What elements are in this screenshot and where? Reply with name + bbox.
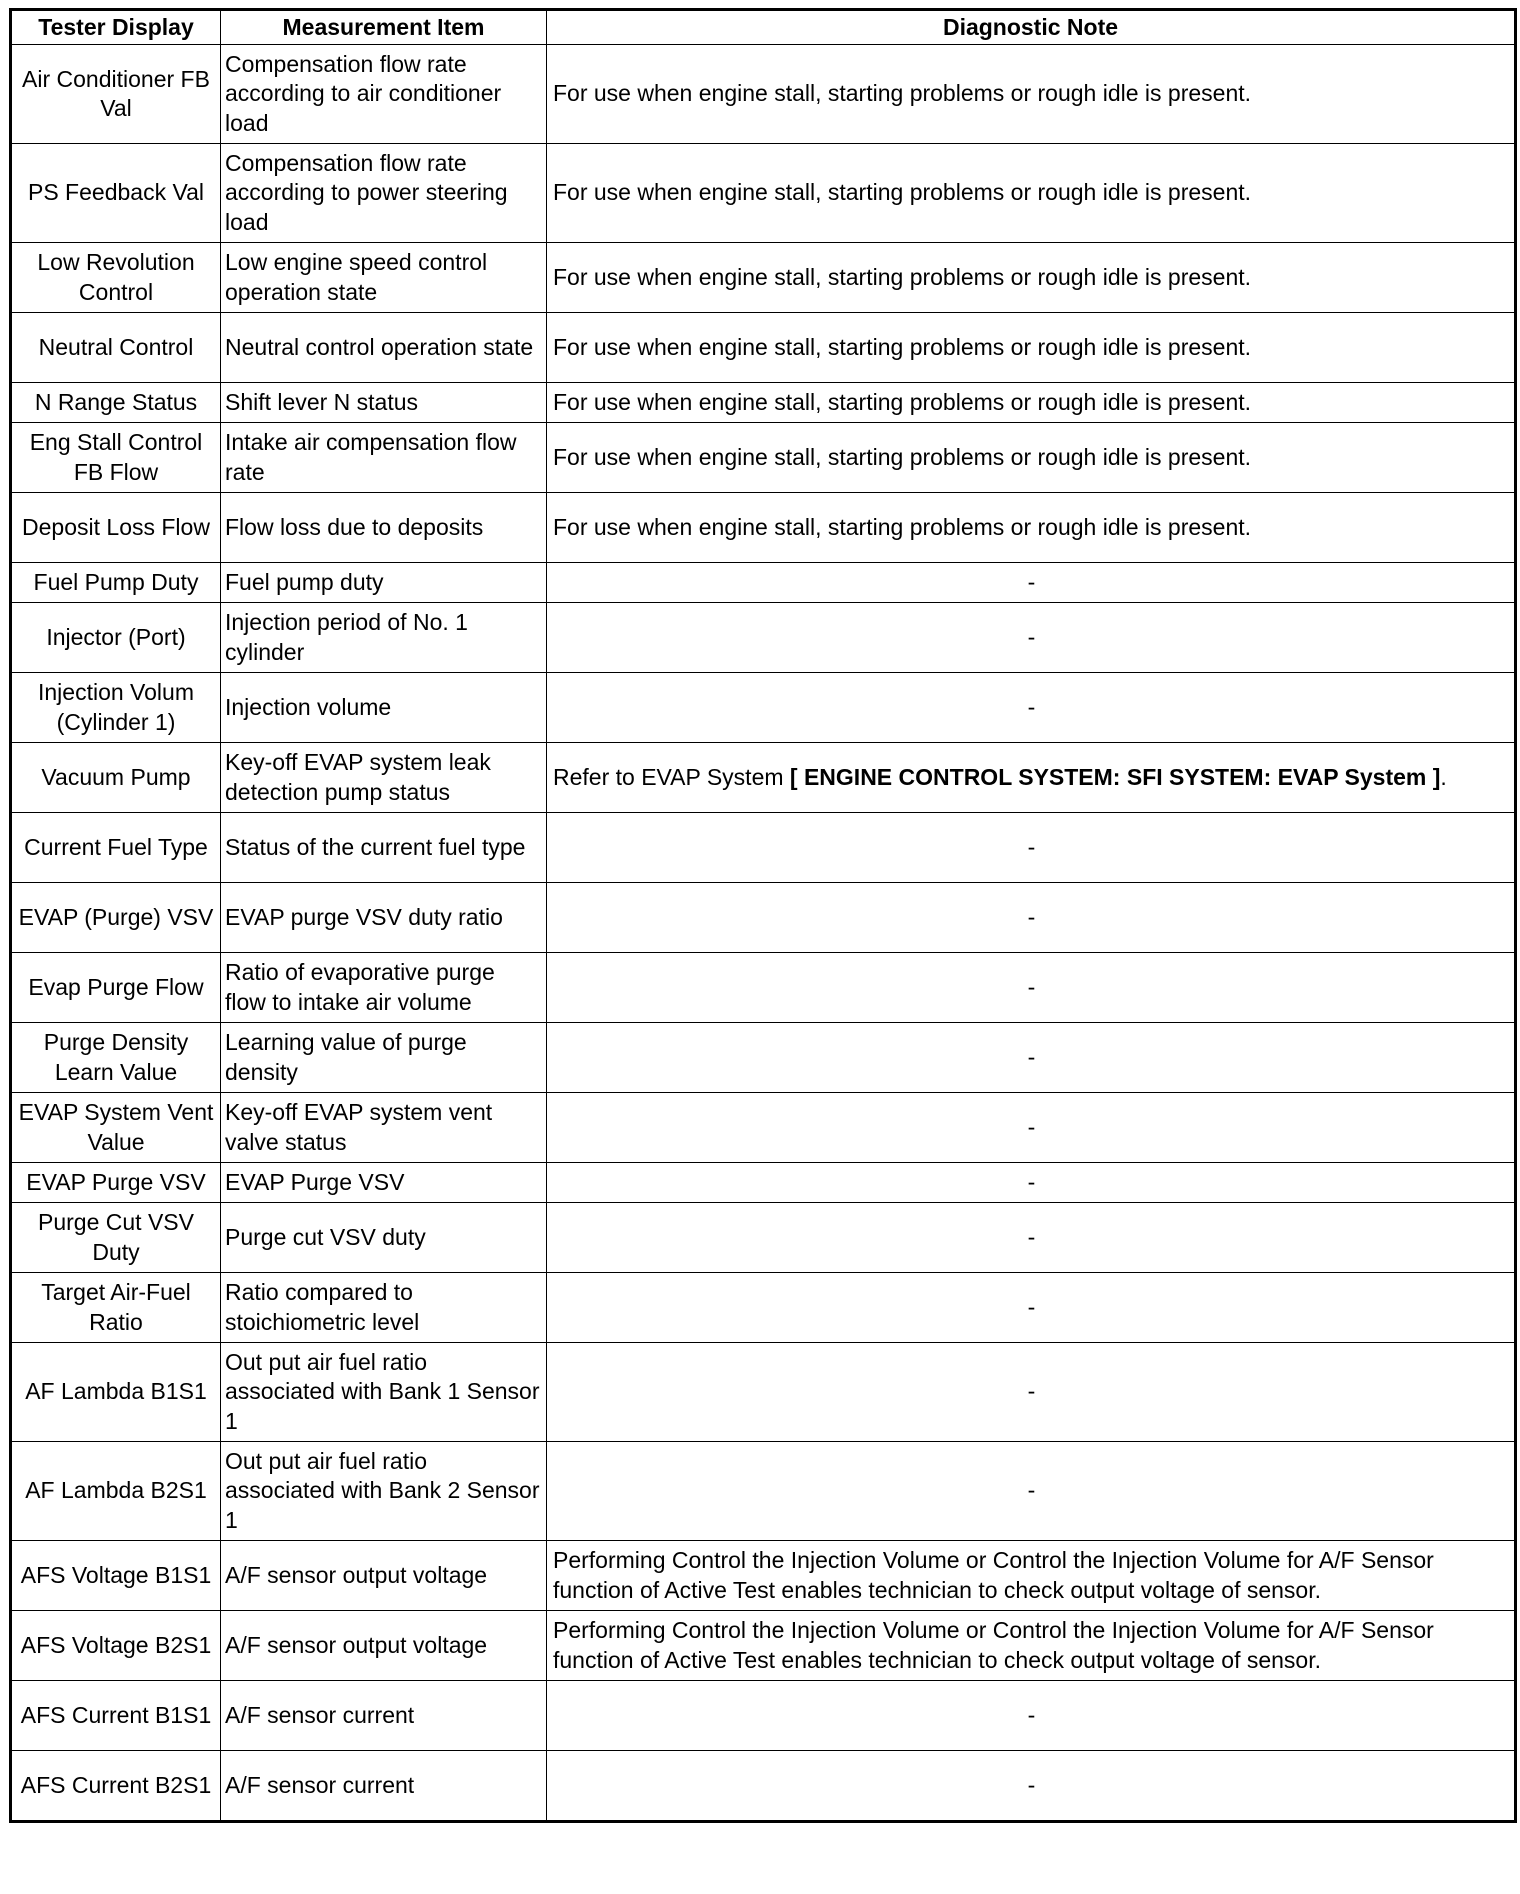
data-list-table-container — [9, 8, 1514, 1823]
measurement-item-cell: Fuel pump duty — [221, 563, 547, 603]
diagnostic-note-cell: For use when engine stall, starting problems or rough idle is present. — [547, 383, 1516, 423]
measurement-item-cell: Low engine speed control operation state — [221, 243, 547, 313]
table-row — [11, 1681, 1516, 1751]
tester-display-cell: Current Fuel Type — [11, 813, 221, 883]
table-row — [11, 1442, 1516, 1541]
header-diagnostic-note: Diagnostic Note — [547, 10, 1516, 45]
diagnostic-note-cell: - — [547, 563, 1516, 603]
measurement-item-cell: A/F sensor current — [221, 1751, 547, 1822]
measurement-item-cell: EVAP Purge VSV — [221, 1163, 547, 1203]
measurement-item-cell: Key-off EVAP system leak detection pump status — [221, 743, 547, 813]
table-row — [11, 603, 1516, 673]
diagnostic-note-cell: Performing Control the Injection Volume or Control the Injection Volume for A/F Sensor function of Active Test enables technician to check output voltage of sensor. — [547, 1611, 1516, 1681]
tester-display-cell: PS Feedback Val — [11, 144, 221, 243]
measurement-item-cell: Compensation flow rate according to air conditioner load — [221, 45, 547, 144]
header-tester-display: Tester Display — [11, 10, 221, 45]
diagnostic-note-cell — [547, 743, 1516, 813]
tester-display-cell: N Range Status — [11, 383, 221, 423]
diagnostic-note-cell: For use when engine stall, starting problems or rough idle is present. — [547, 243, 1516, 313]
measurement-item-cell: Out put air fuel ratio associated with Bank 2 Sensor 1 — [221, 1442, 547, 1541]
table-row — [11, 673, 1516, 743]
tester-display-cell: Neutral Control — [11, 313, 221, 383]
measurement-item-cell: Flow loss due to deposits — [221, 493, 547, 563]
diagnostic-note-cell: - — [547, 953, 1516, 1023]
diagnostic-note-cell: - — [547, 1681, 1516, 1751]
table-row — [11, 1751, 1516, 1822]
tester-display-cell: AFS Voltage B2S1 — [11, 1611, 221, 1681]
measurement-item-cell: A/F sensor output voltage — [221, 1541, 547, 1611]
diagnostic-note-cell: For use when engine stall, starting problems or rough idle is present. — [547, 493, 1516, 563]
diagnostic-note-cell: For use when engine stall, starting problems or rough idle is present. — [547, 313, 1516, 383]
table-row — [11, 144, 1516, 243]
evap-system-reference-link[interactable]: [ ENGINE CONTROL SYSTEM: SFI SYSTEM: EVAP System ] — [789, 763, 1441, 790]
tester-display-cell: AFS Current B2S1 — [11, 1751, 221, 1822]
diagnostic-note-cell: - — [547, 1203, 1516, 1273]
table-row — [11, 383, 1516, 423]
table-row — [11, 243, 1516, 313]
diagnostic-note-cell: - — [547, 813, 1516, 883]
diagnostic-note-cell: For use when engine stall, starting problems or rough idle is present. — [547, 423, 1516, 493]
measurement-item-cell: Purge cut VSV duty — [221, 1203, 547, 1273]
note-prefix: Refer to EVAP System — [553, 763, 790, 790]
tester-display-cell: Injector (Port) — [11, 603, 221, 673]
table-row — [11, 1343, 1516, 1442]
table-row — [11, 953, 1516, 1023]
tester-display-cell: Purge Cut VSV Duty — [11, 1203, 221, 1273]
data-list-table — [9, 8, 1517, 1823]
diagnostic-note-cell: - — [547, 1163, 1516, 1203]
tester-display-cell: AF Lambda B2S1 — [11, 1442, 221, 1541]
measurement-item-cell: EVAP purge VSV duty ratio — [221, 883, 547, 953]
measurement-item-cell: Shift lever N status — [221, 383, 547, 423]
measurement-item-cell: Injection period of No. 1 cylinder — [221, 603, 547, 673]
diagnostic-note-cell: For use when engine stall, starting problems or rough idle is present. — [547, 45, 1516, 144]
tester-display-cell: EVAP System Vent Value — [11, 1093, 221, 1163]
diagnostic-note-cell: - — [547, 1093, 1516, 1163]
table-row — [11, 563, 1516, 603]
tester-display-cell: Evap Purge Flow — [11, 953, 221, 1023]
measurement-item-cell: Injection volume — [221, 673, 547, 743]
diagnostic-note-cell: - — [547, 673, 1516, 743]
tester-display-cell: Eng Stall Control FB Flow — [11, 423, 221, 493]
measurement-item-cell: Neutral control operation state — [221, 313, 547, 383]
measurement-item-cell: Out put air fuel ratio associated with Bank 1 Sensor 1 — [221, 1343, 547, 1442]
diagnostic-note-cell: Performing Control the Injection Volume or Control the Injection Volume for A/F Sensor function of Active Test enables technician to check output voltage of sensor. — [547, 1541, 1516, 1611]
table-row — [11, 1203, 1516, 1273]
diagnostic-note-cell: - — [547, 883, 1516, 953]
table-row — [11, 313, 1516, 383]
table-row — [11, 45, 1516, 144]
tester-display-cell: Injection Volum (Cylinder 1) — [11, 673, 221, 743]
tester-display-cell: EVAP Purge VSV — [11, 1163, 221, 1203]
tester-display-cell: AF Lambda B1S1 — [11, 1343, 221, 1442]
table-row — [11, 743, 1516, 813]
header-row — [11, 10, 1516, 45]
table-row — [11, 423, 1516, 493]
diagnostic-note-cell: - — [547, 1751, 1516, 1822]
measurement-item-cell: Intake air compensation flow rate — [221, 423, 547, 493]
measurement-item-cell: A/F sensor current — [221, 1681, 547, 1751]
measurement-item-cell: Compensation flow rate according to power steering load — [221, 144, 547, 243]
table-row — [11, 1273, 1516, 1343]
table-row — [11, 1541, 1516, 1611]
measurement-item-cell: Learning value of purge density — [221, 1023, 547, 1093]
diagnostic-note-cell: - — [547, 1442, 1516, 1541]
measurement-item-cell: Status of the current fuel type — [221, 813, 547, 883]
tester-display-cell: EVAP (Purge) VSV — [11, 883, 221, 953]
table-row — [11, 1163, 1516, 1203]
measurement-item-cell: Key-off EVAP system vent valve status — [221, 1093, 547, 1163]
table-row — [11, 813, 1516, 883]
diagnostic-note-cell: - — [547, 1273, 1516, 1343]
tester-display-cell: AFS Voltage B1S1 — [11, 1541, 221, 1611]
tester-display-cell: AFS Current B1S1 — [11, 1681, 221, 1751]
measurement-item-cell: Ratio of evaporative purge flow to intake air volume — [221, 953, 547, 1023]
table-row — [11, 1611, 1516, 1681]
measurement-item-cell: A/F sensor output voltage — [221, 1611, 547, 1681]
table-row — [11, 1093, 1516, 1163]
tester-display-cell: Air Conditioner FB Val — [11, 45, 221, 144]
diagnostic-note-cell: - — [547, 1023, 1516, 1093]
header-measurement-item: Measurement Item — [221, 10, 547, 45]
diagnostic-note-cell: - — [547, 1343, 1516, 1442]
tester-display-cell: Fuel Pump Duty — [11, 563, 221, 603]
tester-display-cell: Low Revolution Control — [11, 243, 221, 313]
tester-display-cell: Target Air-Fuel Ratio — [11, 1273, 221, 1343]
table-row — [11, 883, 1516, 953]
measurement-item-cell: Ratio compared to stoichiometric level — [221, 1273, 547, 1343]
note-suffix: . — [1440, 763, 1447, 790]
table-row — [11, 1023, 1516, 1093]
tester-display-cell: Purge Density Learn Value — [11, 1023, 221, 1093]
table-row — [11, 493, 1516, 563]
tester-display-cell: Vacuum Pump — [11, 743, 221, 813]
diagnostic-note-cell: For use when engine stall, starting problems or rough idle is present. — [547, 144, 1516, 243]
diagnostic-note-cell: - — [547, 603, 1516, 673]
tester-display-cell: Deposit Loss Flow — [11, 493, 221, 563]
